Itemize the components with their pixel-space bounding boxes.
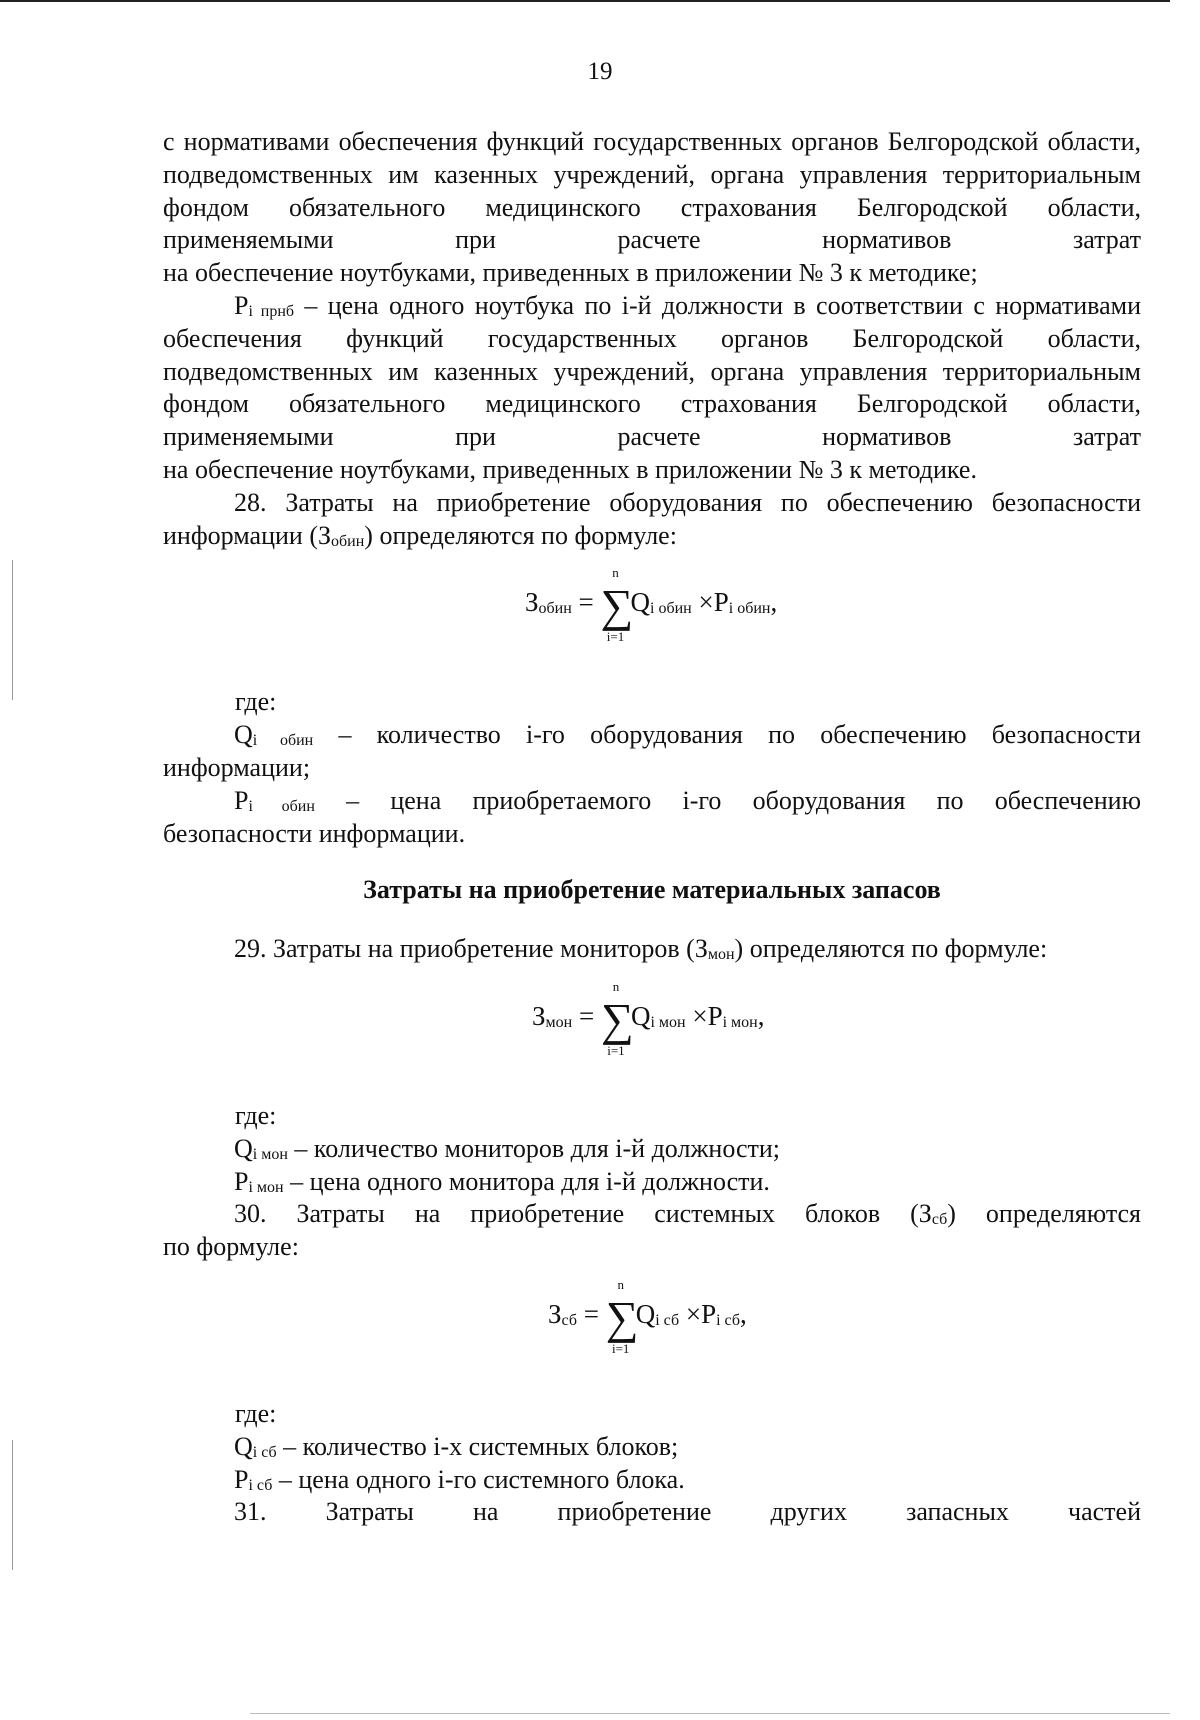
symbol: Q [234,1431,253,1461]
formula-lhs-subscript: сб [561,1311,577,1329]
formula-q: Q [630,587,651,618]
definition-text: – цена приобретаемого i-го оборудования по обеспечению [314,785,1141,815]
document-body [163,126,1141,1529]
paragraph-text: ) определяются по формуле: [734,934,1048,964]
formula-lhs: З [532,1000,546,1031]
formula-p-subscript: i сб [716,1311,740,1329]
paragraph [163,933,1141,966]
paragraph-last-line: на обеспечение ноутбуками, приведенных в приложении № 3 к методике. [163,454,977,484]
page-number: 19 [587,58,613,85]
paragraph-text: 30. Затраты на приобретение системных блоков (З [234,1199,932,1229]
symbol-subscript: i обин [248,797,315,815]
definition-text: – количество i-го оборудования по обеспечению безопасности [313,720,1141,750]
formula-sb [163,1264,1141,1384]
formula-p: P [707,1000,723,1031]
formula-equals: = [578,587,594,618]
symbol: P [234,785,249,815]
formula-p-subscript: i мон [722,1013,758,1031]
paragraph [163,126,1141,257]
sum-upper-limit: n [612,978,620,994]
formula-end: , [740,1298,747,1329]
formula-times: × [692,1000,708,1031]
formula-end: , [770,587,778,618]
formula-p-subscript: i обин [728,600,771,618]
definition [163,1166,1141,1199]
sum-upper-limit: n [617,1276,624,1292]
symbol-subscript: i сб [252,1443,277,1461]
paragraph [163,290,1141,454]
definition [163,1133,1141,1166]
formula-end: , [757,1000,765,1031]
formula-lhs-subscript: мон [545,1013,573,1031]
formula-q-subscript: i обин [650,600,692,618]
paragraph-last-line: по формуле: [163,1232,299,1262]
paragraph-partial: 31. Затраты на приобретение других запасных частей [234,1497,1141,1527]
formula-lhs-subscript: обин [538,600,572,618]
paragraph-text: информации (З [163,520,332,550]
definition-text: – цена одного i-го системного блока. [272,1464,685,1494]
definition-text: – цена одного монитора для i-й должности. [283,1166,770,1196]
sum-sign: ∑ n i=1 [605,1276,639,1356]
sum-sign: ∑ n i=1 [600,978,634,1058]
formula-expression [532,978,765,1058]
definition [163,785,1141,818]
where-label: где: [235,1398,277,1428]
symbol-subscript: i мон [248,1178,284,1196]
bottom-scan-edge [250,1713,1170,1714]
definition-last-line: безопасности информации. [163,818,466,848]
paragraph-last-line [163,520,1141,553]
symbol-subscript: сб [931,1211,948,1229]
scan-margin-mark [12,560,13,700]
top-scan-edge [0,0,1170,2]
symbol-subscript: i мон [252,1145,288,1163]
paragraph-text: 29. Затраты на приобретение мониторов (З [234,934,708,964]
symbol: Q [234,720,253,750]
formula-expression [548,1276,747,1356]
symbol-subscript: обин [331,532,365,550]
definition-text: – количество мониторов для i-й должности; [287,1133,781,1163]
paragraph-text: – цена одного ноутбука по i-й должности в соответствии с нормативами обеспечения функций государственных органов Белгородской области, подведомственных им казенных учреждений, органа управления территориальным фондом обязательного медицинского страхования Белгородской области, применяемыми при расчете нормативов затрат [163,290,1141,452]
where-label: где: [235,1100,277,1130]
scan-margin-mark [12,1440,13,1570]
definition [163,1431,1141,1464]
paragraph [163,1198,1141,1231]
paragraph-text: с нормативами обеспечения функций государственных органов Белгородской области, подведомственных им казенных учреждений, органа управления территориальным фондом обязательного медицинского страхования Белгородской области, применяемыми при расчете нормативов затрат [163,127,1141,255]
formula-obin [163,552,1141,672]
paragraph-text: ) определяются [947,1199,1142,1229]
definition-last-line: информации; [163,752,311,782]
sum-upper-limit: n [612,565,619,581]
paragraph-last-line: на обеспечение ноутбуками, приведенных в приложении № 3 к методике; [163,258,978,288]
sum-sign: ∑ n i=1 [600,565,634,645]
formula-q-subscript: i сб [655,1311,680,1329]
formula-p: P [701,1298,717,1329]
symbol: Q [234,1133,253,1163]
symbol: P [234,290,249,320]
formula-expression [525,565,778,645]
formula-lhs: З [548,1298,562,1329]
formula-q-subscript: i мон [650,1013,686,1031]
sum-lower-limit: i=1 [611,1340,630,1356]
definition [163,719,1141,752]
section-heading: Затраты на приобретение материальных запасов [363,875,941,905]
formula-p: P [713,587,729,618]
formula-lhs: З [525,587,539,618]
symbol-subscript: мон [707,946,735,964]
formula-times: × [698,587,714,618]
formula-q: Q [635,1298,656,1329]
sum-lower-limit: i=1 [606,629,625,645]
paragraph-text: ) определяются по формуле: [364,520,677,550]
formula-q: Q [630,1000,651,1031]
formula-equals: = [583,1298,599,1329]
symbol-subscript: i обин [252,732,314,750]
sum-lower-limit: i=1 [607,1042,625,1058]
formula-equals: = [578,1000,595,1031]
symbol-subscript: i сб [248,1476,273,1494]
formula-mon [163,966,1141,1086]
symbol: P [234,1464,249,1494]
symbol: P [234,1166,249,1196]
definition [163,1464,1141,1497]
paragraph: 28. Затраты на приобретение оборудования по обеспечению безопасности [234,487,1141,517]
definition-text: – количество i-х системных блоков; [276,1431,679,1461]
symbol-subscript: i прнб [248,302,295,320]
formula-times: × [685,1298,702,1329]
where-label: где: [235,687,277,717]
